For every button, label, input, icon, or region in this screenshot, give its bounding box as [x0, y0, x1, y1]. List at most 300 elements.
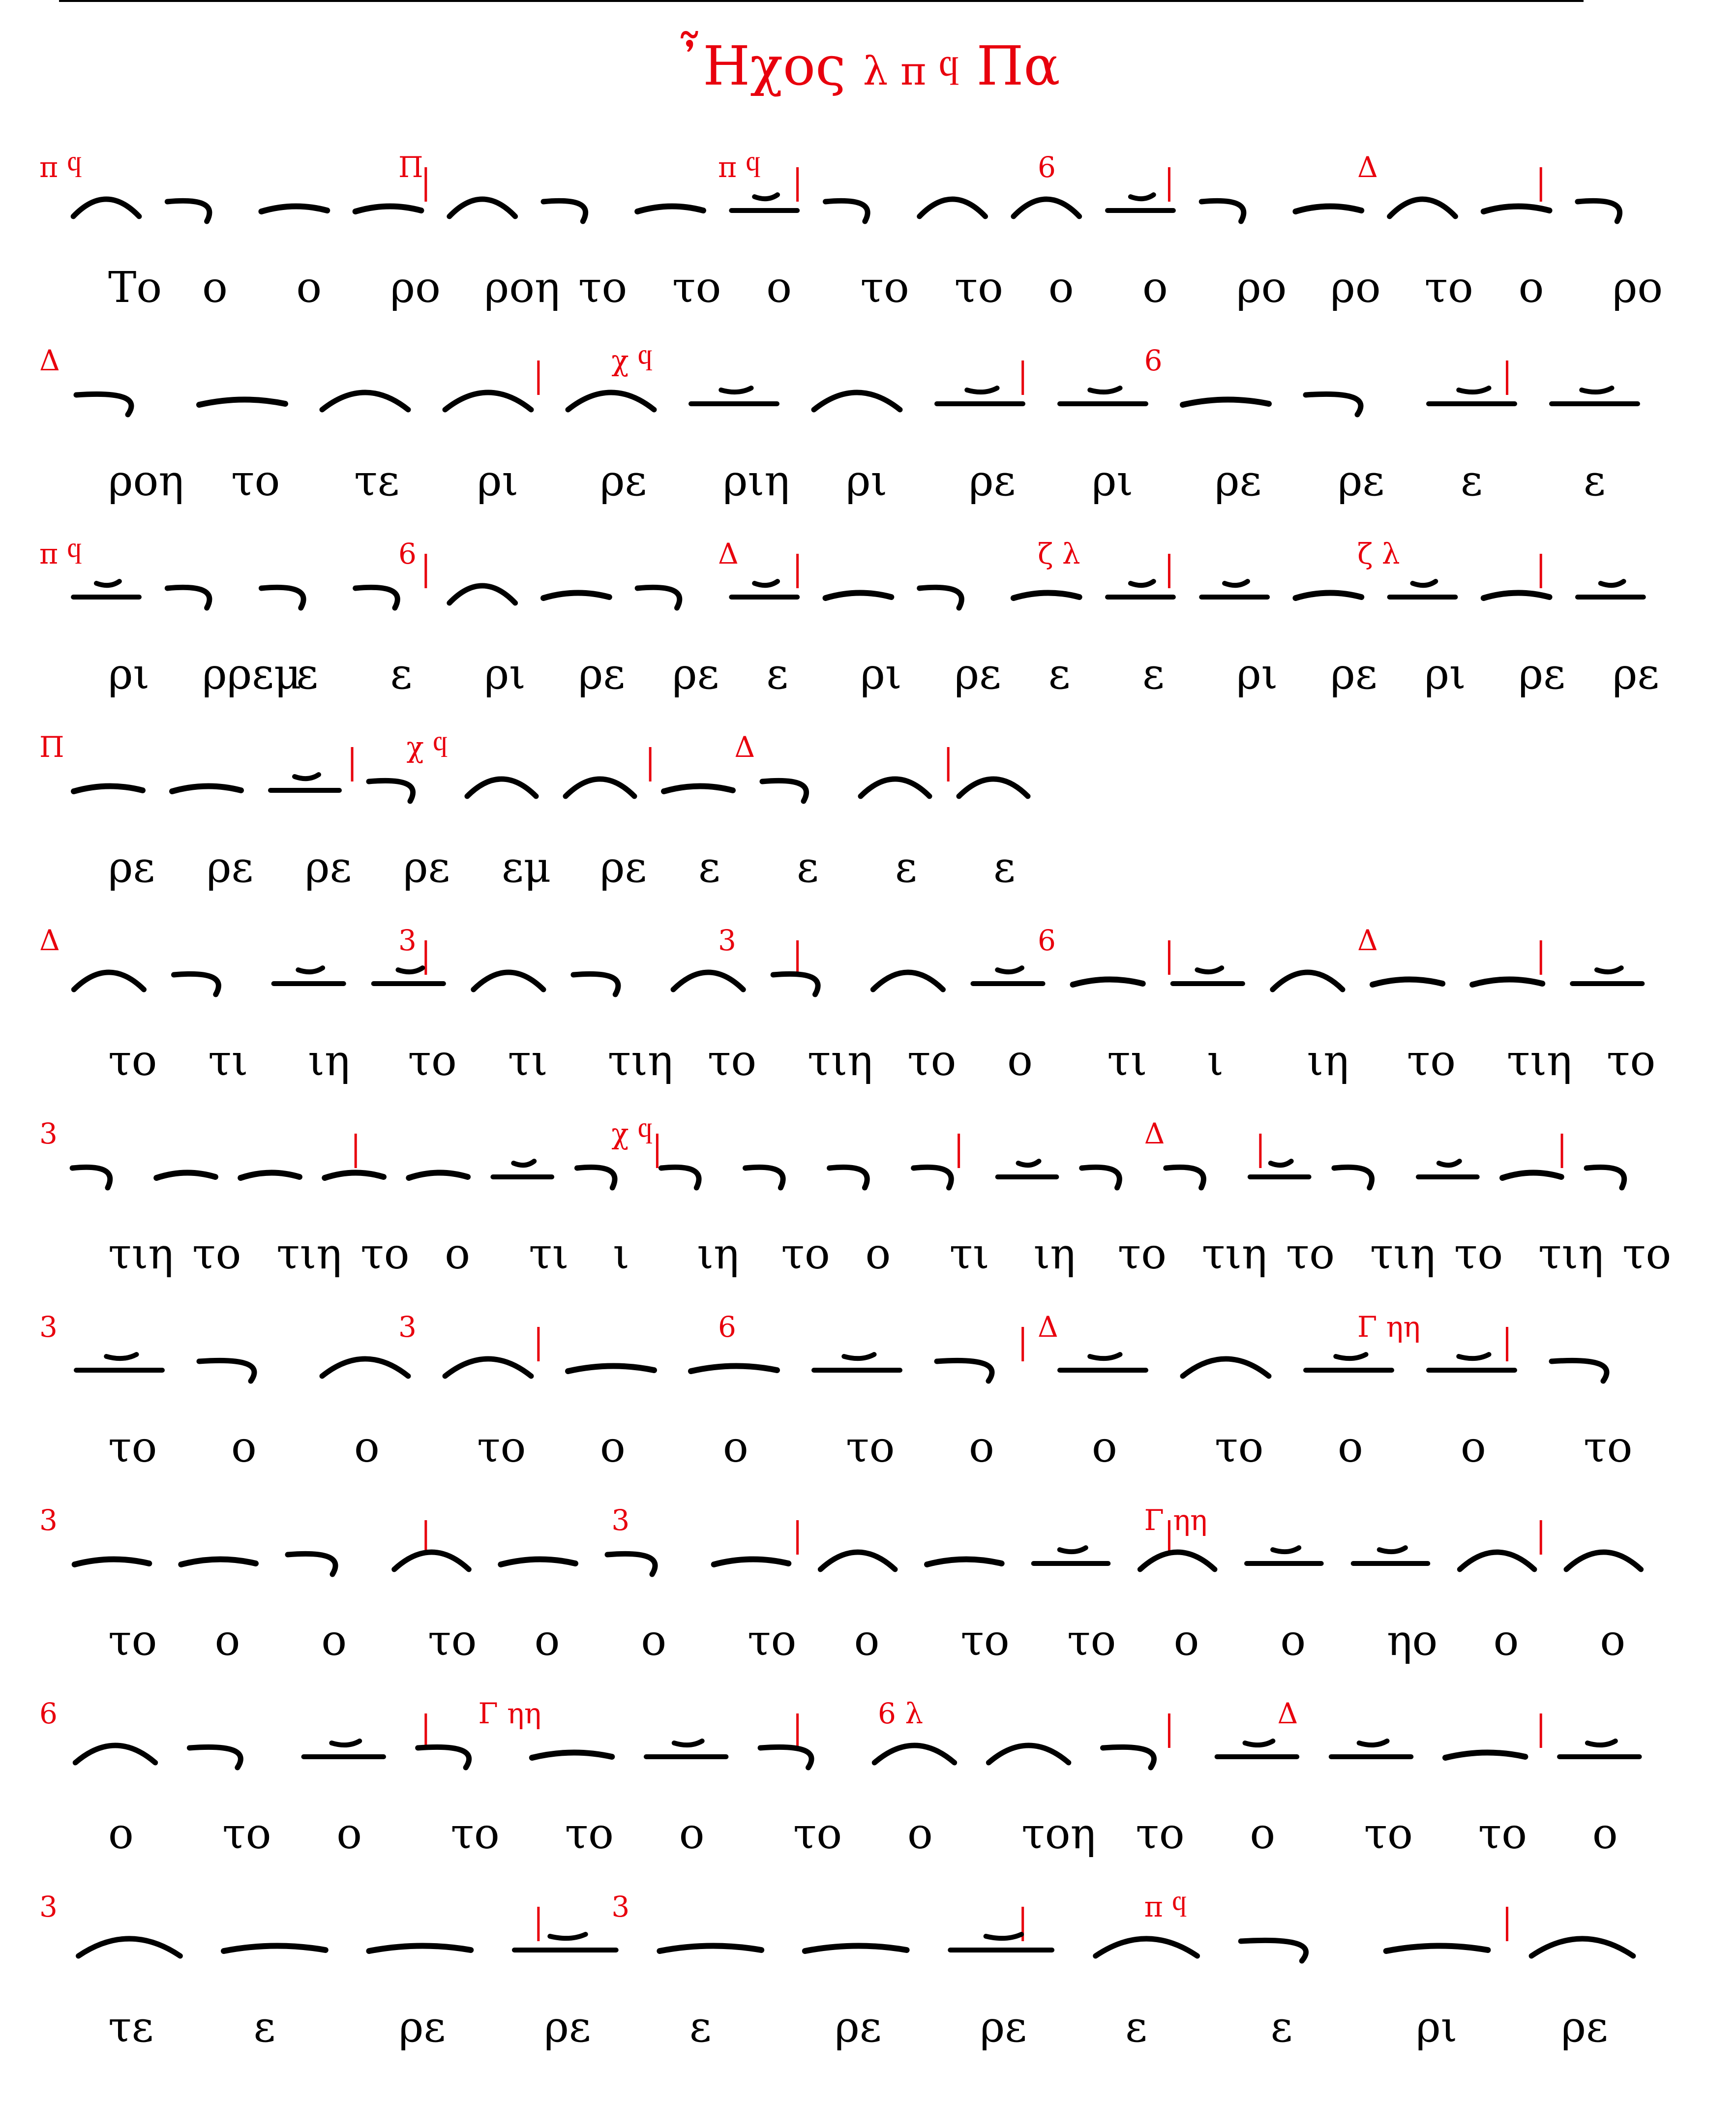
neume-oligon — [1250, 1161, 1309, 1177]
lyric-syllable: το — [1584, 1423, 1633, 1472]
martyria-sign: Γ ηη — [1357, 1310, 1421, 1344]
lyric-syllable: ο — [641, 1616, 667, 1665]
lyric-syllable: ο — [969, 1423, 994, 1472]
neume-row — [0, 1887, 1736, 1995]
neume-oligon — [1173, 968, 1243, 984]
neume-ison — [1484, 206, 1550, 211]
neume-apostrophos — [167, 587, 210, 608]
lyric-syllable: το — [477, 1423, 526, 1472]
neume-petaste — [322, 392, 408, 410]
neume-petaste — [820, 1552, 895, 1569]
neume-apostrophos — [1241, 1940, 1306, 1961]
lyric-syllable: το — [428, 1616, 477, 1665]
neume-petaste — [394, 1552, 469, 1569]
lyric-syllable: ρε — [398, 2003, 446, 2052]
lyric-syllable: ροη — [484, 263, 560, 312]
lyric-syllable: ρι — [860, 650, 902, 699]
lyric-syllable: το — [192, 1230, 241, 1279]
lyric-syllable: το — [1606, 1036, 1656, 1085]
lyric-syllable: ο — [854, 1616, 880, 1665]
lyric-syllable: το — [1454, 1230, 1503, 1279]
neume-oligon — [514, 1934, 616, 1950]
neume-oligon — [950, 1934, 1052, 1950]
neume-ison — [224, 1946, 326, 1951]
neume-petaste — [79, 1939, 180, 1956]
lyric-syllable: ι — [1207, 1036, 1224, 1085]
neume-petaste — [449, 199, 515, 216]
neume-ison — [501, 1559, 575, 1564]
mode-title-prefix: ῏Ηχος — [676, 34, 846, 97]
neume-apostrophos — [288, 1554, 335, 1574]
neume-petaste — [873, 972, 943, 990]
martyria-sign: χ ϥ — [611, 344, 653, 377]
lyric-syllable: ρο — [390, 263, 441, 312]
neume-petaste — [1390, 199, 1456, 216]
martyria-sign: 6 — [718, 1310, 736, 1344]
neume-petaste — [1566, 1552, 1641, 1569]
neume-row-svg — [0, 534, 1736, 642]
neume-oligon — [1107, 581, 1173, 597]
neume-ison — [325, 1172, 384, 1178]
neume-oligon — [1247, 1548, 1321, 1563]
neume-oligon — [1418, 1161, 1477, 1177]
lyric-syllable: τι — [208, 1036, 248, 1085]
neume-oligon — [973, 968, 1043, 984]
martyria-sign: Δ — [39, 344, 60, 377]
lyric-syllable: τιη — [1370, 1230, 1436, 1279]
neume-apostrophos — [746, 1167, 783, 1188]
neume-oligon — [1201, 581, 1267, 597]
neume-apostrophos — [418, 1747, 469, 1768]
mode-title-signs: λ π ϥ — [863, 48, 959, 94]
lyric-syllable: το — [672, 263, 721, 312]
lyric-syllable: το — [408, 1036, 457, 1085]
neume-oligon — [814, 1354, 900, 1370]
neume-ison — [1484, 593, 1550, 598]
neume-row-svg — [0, 1887, 1736, 1995]
lyric-syllable: το — [108, 1036, 157, 1085]
martyria-sign: π ϥ — [1144, 1890, 1187, 1923]
neume-petaste — [74, 972, 144, 990]
martyria-sign: Γ ηη — [478, 1697, 541, 1730]
martyria-sign: Π — [398, 150, 423, 184]
lyric-syllable: τι — [1107, 1036, 1147, 1085]
neume-apostrophos — [543, 201, 586, 221]
neume-petaste — [1140, 1552, 1215, 1569]
lyric-syllable: ε — [766, 650, 788, 699]
lyric-syllable: ο — [1250, 1809, 1276, 1859]
martyria-sign: Π — [39, 730, 64, 764]
lyric-syllable: ο — [534, 1616, 560, 1665]
lyric-syllable: ρο — [1612, 263, 1663, 312]
neume-oligon — [1429, 1354, 1515, 1370]
lyric-syllable: ε — [797, 843, 819, 892]
lyric-syllable: ροη — [108, 456, 184, 506]
martyria-sign: Δ — [718, 537, 739, 571]
martyria-sign: Δ — [1277, 1697, 1298, 1730]
neume-petaste — [1014, 199, 1079, 216]
lyric-syllable: ρο — [1330, 263, 1381, 312]
neume-oligon — [1331, 1741, 1411, 1757]
martyria-sign: 3 — [39, 1117, 58, 1150]
neume-petaste — [449, 586, 515, 603]
lyric-syllable: ρε — [969, 456, 1016, 506]
lyric-syllable: τιη — [807, 1036, 873, 1085]
lyric-syllable: το — [1286, 1230, 1335, 1279]
lyric-syllable: ε — [895, 843, 917, 892]
lyric-syllable: ηο — [1387, 1616, 1438, 1665]
neume-apostrophos — [167, 201, 210, 221]
neume-oligon — [1107, 195, 1173, 210]
neume-apostrophos — [637, 587, 680, 608]
neume-oligon — [998, 1161, 1057, 1177]
lyric-syllable: το — [860, 263, 909, 312]
martyria-sign: 3 — [39, 1503, 58, 1537]
lyric-syllable: ρε — [108, 843, 155, 892]
lyric-syllable: ρι — [108, 650, 150, 699]
neume-petaste — [445, 392, 531, 410]
neume-ison — [1014, 593, 1079, 598]
neume-ison — [1386, 1946, 1488, 1951]
lyric-syllable: ε — [993, 843, 1016, 892]
lyric-syllable: ρε — [835, 2003, 882, 2052]
lyric-syllable: ρι — [1424, 650, 1466, 699]
neume-apostrophos — [72, 1167, 110, 1188]
neume-apostrophos — [760, 1747, 811, 1768]
top-rule — [59, 0, 1584, 2]
neume-ison — [532, 1752, 612, 1758]
lyric-syllable: ι — [613, 1230, 630, 1279]
lyric-syllable: το — [578, 263, 628, 312]
neume-apostrophos — [830, 1167, 868, 1188]
neume-oligon — [1559, 1741, 1640, 1757]
lyric-syllable: το — [793, 1809, 842, 1859]
neume-petaste — [73, 199, 139, 216]
neume-apostrophos — [1306, 394, 1361, 415]
lyric-syllable: ο — [354, 1423, 380, 1472]
neume-petaste — [1460, 1552, 1534, 1569]
lyric-syllable: ο — [679, 1809, 705, 1859]
lyric-syllable: το — [565, 1809, 614, 1859]
lyric-syllable: ε — [390, 650, 413, 699]
lyric-syllable: ρι — [1092, 456, 1134, 506]
martyria-sign: Δ — [734, 730, 755, 764]
martyria-sign: ζ λ — [1357, 537, 1400, 571]
neume-row — [0, 1694, 1736, 1802]
neume-apostrophos — [773, 974, 818, 994]
lyric-syllable: ε — [1125, 2003, 1147, 2052]
neume-apostrophos — [607, 1554, 655, 1574]
lyric-syllable: ο — [1173, 1616, 1199, 1665]
martyria-sign: 6 — [1144, 344, 1163, 377]
lyrics-row — [0, 1809, 1736, 1863]
martyria-sign: 3 — [39, 1890, 58, 1923]
neume-apostrophos — [914, 1167, 952, 1188]
lyric-syllable: ο — [600, 1423, 626, 1472]
lyric-syllable: ρε — [1561, 2003, 1608, 2052]
neume-row-svg — [0, 727, 1736, 836]
martyria-sign: π ϥ — [718, 150, 761, 184]
lyric-syllable: τιη — [607, 1036, 673, 1085]
lyric-syllable: το — [450, 1809, 500, 1859]
martyria-sign: 3 — [718, 924, 736, 957]
neume-ison — [714, 1559, 789, 1564]
lyrics-row — [0, 1616, 1736, 1670]
lyric-syllable: ο — [1280, 1616, 1306, 1665]
neume-oligon — [1353, 1548, 1428, 1563]
lyric-syllable: ρε — [600, 456, 647, 506]
lyric-syllable: ε — [689, 2003, 712, 2052]
lyric-syllable: τι — [949, 1230, 989, 1279]
lyric-syllable: ρε — [305, 843, 352, 892]
neume-petaste — [988, 1745, 1069, 1763]
neume-ison — [261, 206, 327, 211]
neume-oligon — [1552, 388, 1638, 404]
lyric-syllable: ρι — [846, 456, 888, 506]
neume-oligon — [1060, 388, 1146, 404]
neume-ison — [172, 786, 241, 791]
neume-petaste — [673, 972, 743, 990]
neume-oligon — [1217, 1741, 1297, 1757]
mode-title-suffix: Πα — [976, 34, 1060, 97]
neume-apostrophos — [1166, 1167, 1204, 1188]
lyric-syllable: το — [1478, 1809, 1527, 1859]
neume-petaste — [474, 972, 543, 990]
lyric-syllable: ρι — [1236, 650, 1278, 699]
neume-apostrophos — [199, 1360, 254, 1381]
lyric-syllable: ο — [723, 1423, 748, 1472]
lyric-syllable: ρε — [544, 2003, 591, 2052]
lyric-syllable: τοη — [1021, 1809, 1096, 1859]
neume-apostrophos — [1103, 1747, 1154, 1768]
neume-ison — [199, 399, 285, 405]
neume-row — [0, 341, 1736, 449]
neume-apostrophos — [1334, 1167, 1372, 1188]
neume-oligon — [73, 581, 139, 597]
lyrics-row — [0, 1423, 1736, 1477]
lyric-syllable: ε — [1142, 650, 1165, 699]
neume-petaste — [445, 1359, 531, 1376]
neume-apostrophos — [76, 394, 131, 415]
lyric-syllable: ε — [253, 2003, 276, 2052]
martyria-sign: Δ — [1038, 1310, 1058, 1344]
neume-apostrophos — [762, 781, 807, 801]
lyric-syllable: τι — [508, 1036, 548, 1085]
neume-petaste — [1096, 1939, 1197, 1956]
neume-ison — [1502, 1172, 1561, 1178]
lyric-syllable: το — [231, 456, 280, 506]
neume-ison — [369, 1946, 471, 1951]
lyric-syllable: ο — [766, 263, 792, 312]
lyric-syllable: ιη — [697, 1230, 739, 1279]
neume-ison — [1472, 979, 1542, 985]
neume-row — [0, 148, 1736, 256]
neume-petaste — [1273, 972, 1343, 990]
martyria-sign: 6 — [1038, 924, 1056, 957]
neume-apostrophos — [661, 1167, 699, 1188]
lyric-syllable: το — [1067, 1616, 1116, 1665]
neume-row — [0, 727, 1736, 836]
lyric-syllable: ρε — [403, 843, 450, 892]
lyric-syllable: ρε — [1215, 456, 1262, 506]
martyria-sign: χ ϥ — [406, 730, 448, 764]
lyric-syllable: ο — [865, 1230, 891, 1279]
neume-petaste — [959, 779, 1028, 796]
lyric-syllable: το — [1364, 1809, 1413, 1859]
lyric-syllable: το — [1424, 263, 1473, 312]
martyria-sign: Γ ηη — [1144, 1503, 1207, 1537]
lyric-syllable: ο — [321, 1616, 347, 1665]
neume-oligon — [731, 195, 797, 210]
neume-petaste — [566, 779, 634, 796]
lyrics-row — [0, 456, 1736, 510]
lyric-syllable: ρε — [1338, 456, 1385, 506]
neume-row — [0, 1501, 1736, 1609]
lyric-syllable: ο — [336, 1809, 362, 1859]
neume-apostrophos — [189, 1747, 240, 1768]
lyric-syllable: το — [108, 1616, 157, 1665]
neume-row-svg — [0, 1694, 1736, 1802]
neume-apostrophos — [1586, 1167, 1624, 1188]
neume-oligon — [1060, 1354, 1146, 1370]
lyric-syllable: ο — [445, 1230, 470, 1279]
lyric-syllable: ο — [202, 263, 228, 312]
neume-oligon — [270, 775, 339, 790]
martyria-sign: 3 — [398, 1310, 417, 1344]
neume-apostrophos — [826, 201, 868, 221]
neume-oligon — [1572, 968, 1642, 984]
lyric-syllable: ο — [907, 1809, 933, 1859]
lyric-syllable: τε — [108, 2003, 154, 2052]
neume-apostrophos — [920, 587, 962, 608]
martyria-sign: 3 — [398, 924, 417, 957]
lyric-syllable: ο — [1338, 1423, 1363, 1472]
neume-row — [0, 534, 1736, 642]
lyric-syllable: το — [707, 1036, 757, 1085]
lyric-syllable: ρι — [477, 456, 519, 506]
neume-petaste — [814, 392, 900, 410]
neume-petaste — [1531, 1939, 1633, 1956]
neume-oligon — [937, 388, 1023, 404]
lyric-syllable: ο — [1461, 1423, 1486, 1472]
lyric-syllable: ε — [1270, 2003, 1293, 2052]
lyric-syllable: τιη — [1201, 1230, 1267, 1279]
lyric-syllable: ριη — [723, 456, 790, 506]
lyric-syllable: ο — [1600, 1616, 1626, 1665]
lyric-syllable: το — [1622, 1230, 1672, 1279]
martyria-sign: Δ — [1357, 924, 1378, 957]
lyric-syllable: ε — [1048, 650, 1071, 699]
neume-ison — [1295, 206, 1361, 211]
lyric-syllable: ο — [1592, 1809, 1618, 1859]
martyria-sign: ζ λ — [1038, 537, 1080, 571]
neume-ison — [691, 1366, 777, 1371]
neume-ison — [543, 593, 609, 598]
neume-petaste — [75, 1745, 155, 1763]
neume-petaste — [861, 779, 929, 796]
neume-oligon — [691, 388, 777, 404]
neume-apostrophos — [1578, 201, 1620, 221]
lyric-syllable: ο — [214, 1616, 240, 1665]
neume-apostrophos — [369, 781, 413, 801]
lyric-syllable: ο — [1142, 263, 1168, 312]
lyric-syllable: το — [960, 1616, 1010, 1665]
martyria-sign: π ϥ — [39, 150, 82, 184]
neume-oligon — [374, 968, 444, 984]
neume-oligon — [1578, 581, 1644, 597]
lyric-syllable: το — [1407, 1036, 1456, 1085]
lyric-syllable: το — [360, 1230, 410, 1279]
lyric-syllable: τιη — [108, 1230, 174, 1279]
neume-ison — [156, 1172, 215, 1178]
mode-title — [0, 34, 1736, 97]
neume-oligon — [646, 1741, 726, 1757]
lyric-syllable: ε — [1461, 456, 1483, 506]
lyrics-row — [0, 650, 1736, 704]
neume-ison — [240, 1172, 299, 1178]
neume-oligon — [274, 968, 344, 984]
neume-ison — [74, 786, 143, 791]
neume-ison — [356, 206, 421, 211]
neume-ison — [75, 1559, 150, 1564]
lyric-syllable: ιη — [1307, 1036, 1349, 1085]
martyria-sign: 6 — [39, 1697, 58, 1730]
lyric-syllable: το — [748, 1616, 797, 1665]
lyric-syllable: ο — [1007, 1036, 1033, 1085]
neume-petaste — [568, 392, 654, 410]
lyric-syllable: ρε — [578, 650, 625, 699]
neume-ison — [637, 206, 703, 211]
martyria-sign: π ϥ — [39, 537, 82, 571]
martyria-sign: 6 — [398, 537, 417, 571]
lyric-syllable: ρε — [954, 650, 1001, 699]
lyric-syllable: το — [222, 1809, 271, 1859]
neume-oligon — [493, 1161, 552, 1177]
neume-apostrophos — [1201, 201, 1244, 221]
lyrics-row — [0, 843, 1736, 897]
neume-oligon — [1306, 1354, 1392, 1370]
neume-ison — [1295, 593, 1361, 598]
neume-ison — [826, 593, 892, 598]
neume-ison — [1073, 979, 1143, 985]
neume-apostrophos — [577, 1167, 615, 1188]
lyric-syllable: ε — [698, 843, 720, 892]
neume-ison — [181, 1559, 256, 1564]
lyric-syllable: ρε — [207, 843, 254, 892]
neume-ison — [805, 1946, 907, 1951]
lyric-syllable: Το — [108, 263, 162, 312]
lyric-syllable: ρρεμ — [202, 650, 301, 699]
lyric-syllable: ρε — [1330, 650, 1377, 699]
neume-ison — [409, 1172, 468, 1178]
lyric-syllable: ρε — [1612, 650, 1659, 699]
neume-petaste — [322, 1359, 408, 1376]
lyrics-row — [0, 263, 1736, 317]
neume-apostrophos — [573, 974, 618, 994]
martyria-sign: χ ϥ — [611, 1117, 653, 1150]
neume-apostrophos — [174, 974, 218, 994]
lyric-syllable: ε — [296, 650, 318, 699]
neume-row-svg — [0, 1114, 1736, 1222]
martyria-sign: 3 — [611, 1503, 630, 1537]
neume-ison — [1445, 1752, 1526, 1758]
neume-row-svg — [0, 921, 1736, 1029]
lyric-syllable: το — [1136, 1809, 1185, 1859]
martyria-sign: 6 λ — [878, 1697, 924, 1730]
lyric-syllable: ο — [108, 1809, 134, 1859]
lyrics-row — [0, 1230, 1736, 1284]
lyric-syllable: ρε — [980, 2003, 1027, 2052]
